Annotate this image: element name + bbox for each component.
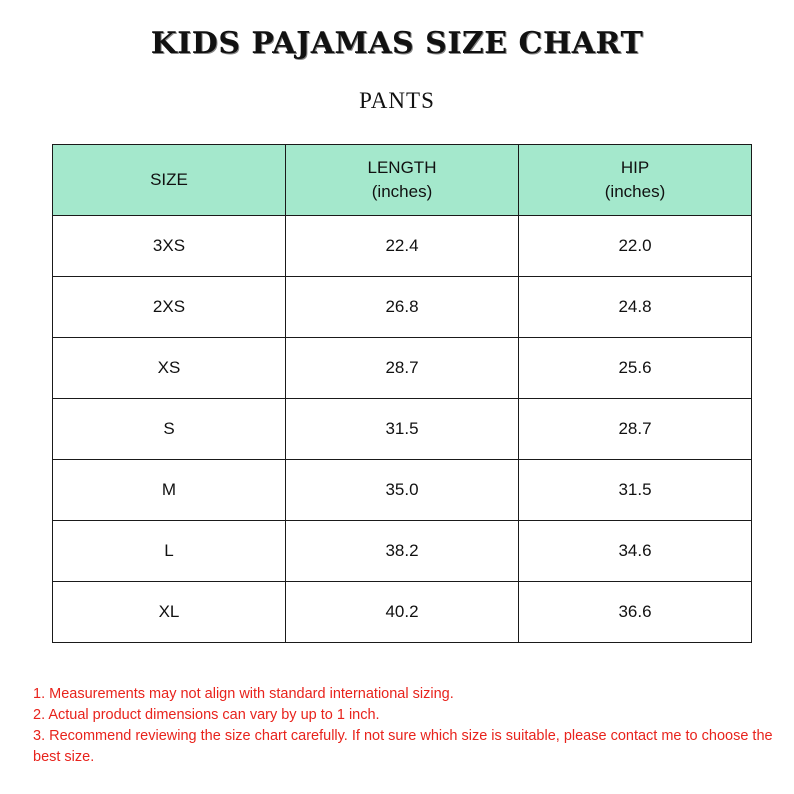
table-row xyxy=(53,460,752,521)
page-subtitle: PANTS xyxy=(359,88,435,113)
table-row xyxy=(53,216,752,277)
cell-size: 2XS xyxy=(53,277,286,338)
cell-size: M xyxy=(53,460,286,521)
cell-size: S xyxy=(53,399,286,460)
header-row xyxy=(53,145,752,216)
cell-hip: 28.7 xyxy=(519,399,752,460)
table-row xyxy=(53,582,752,643)
header-hip-unit: (inches) xyxy=(604,182,666,201)
table-row xyxy=(53,521,752,582)
header-size xyxy=(53,145,286,216)
cell-hip: 34.6 xyxy=(519,521,752,582)
size-chart-table xyxy=(52,144,752,643)
header-length xyxy=(286,145,519,216)
page-title: KIDS PAJAMAS SIZE CHART xyxy=(150,26,644,61)
note-item: 2. Actual product dimensions can vary by up to 1 inch. xyxy=(33,707,380,723)
header-length-label: LENGTH xyxy=(367,158,437,177)
header-length-unit: (inches) xyxy=(371,182,433,201)
cell-length: 26.8 xyxy=(286,277,519,338)
table-row xyxy=(53,338,752,399)
cell-hip: 36.6 xyxy=(519,582,752,643)
cell-length: 38.2 xyxy=(286,521,519,582)
cell-size: XS xyxy=(53,338,286,399)
cell-hip: 31.5 xyxy=(519,460,752,521)
notes-section xyxy=(33,684,788,768)
cell-length: 40.2 xyxy=(286,582,519,643)
cell-hip: 25.6 xyxy=(519,338,752,399)
header-size-label: SIZE xyxy=(150,170,188,189)
cell-hip: 24.8 xyxy=(519,277,752,338)
cell-size: L xyxy=(53,521,286,582)
cell-length: 31.5 xyxy=(286,399,519,460)
table-header xyxy=(53,145,752,216)
cell-hip: 22.0 xyxy=(519,216,752,277)
table-row xyxy=(53,277,752,338)
table-body xyxy=(53,216,752,643)
cell-size: XL xyxy=(53,582,286,643)
cell-length: 35.0 xyxy=(286,460,519,521)
header-hip-label: HIP xyxy=(620,158,650,177)
note-item: 3. Recommend reviewing the size chart carefully. If not sure which size is suitable, please contact me to choose the best size. xyxy=(33,728,773,765)
cell-length: 22.4 xyxy=(286,216,519,277)
table-row xyxy=(53,399,752,460)
cell-length: 28.7 xyxy=(286,338,519,399)
cell-size: 3XS xyxy=(53,216,286,277)
header-hip xyxy=(519,145,752,216)
note-item: 1. Measurements may not align with standard international sizing. xyxy=(33,686,454,702)
